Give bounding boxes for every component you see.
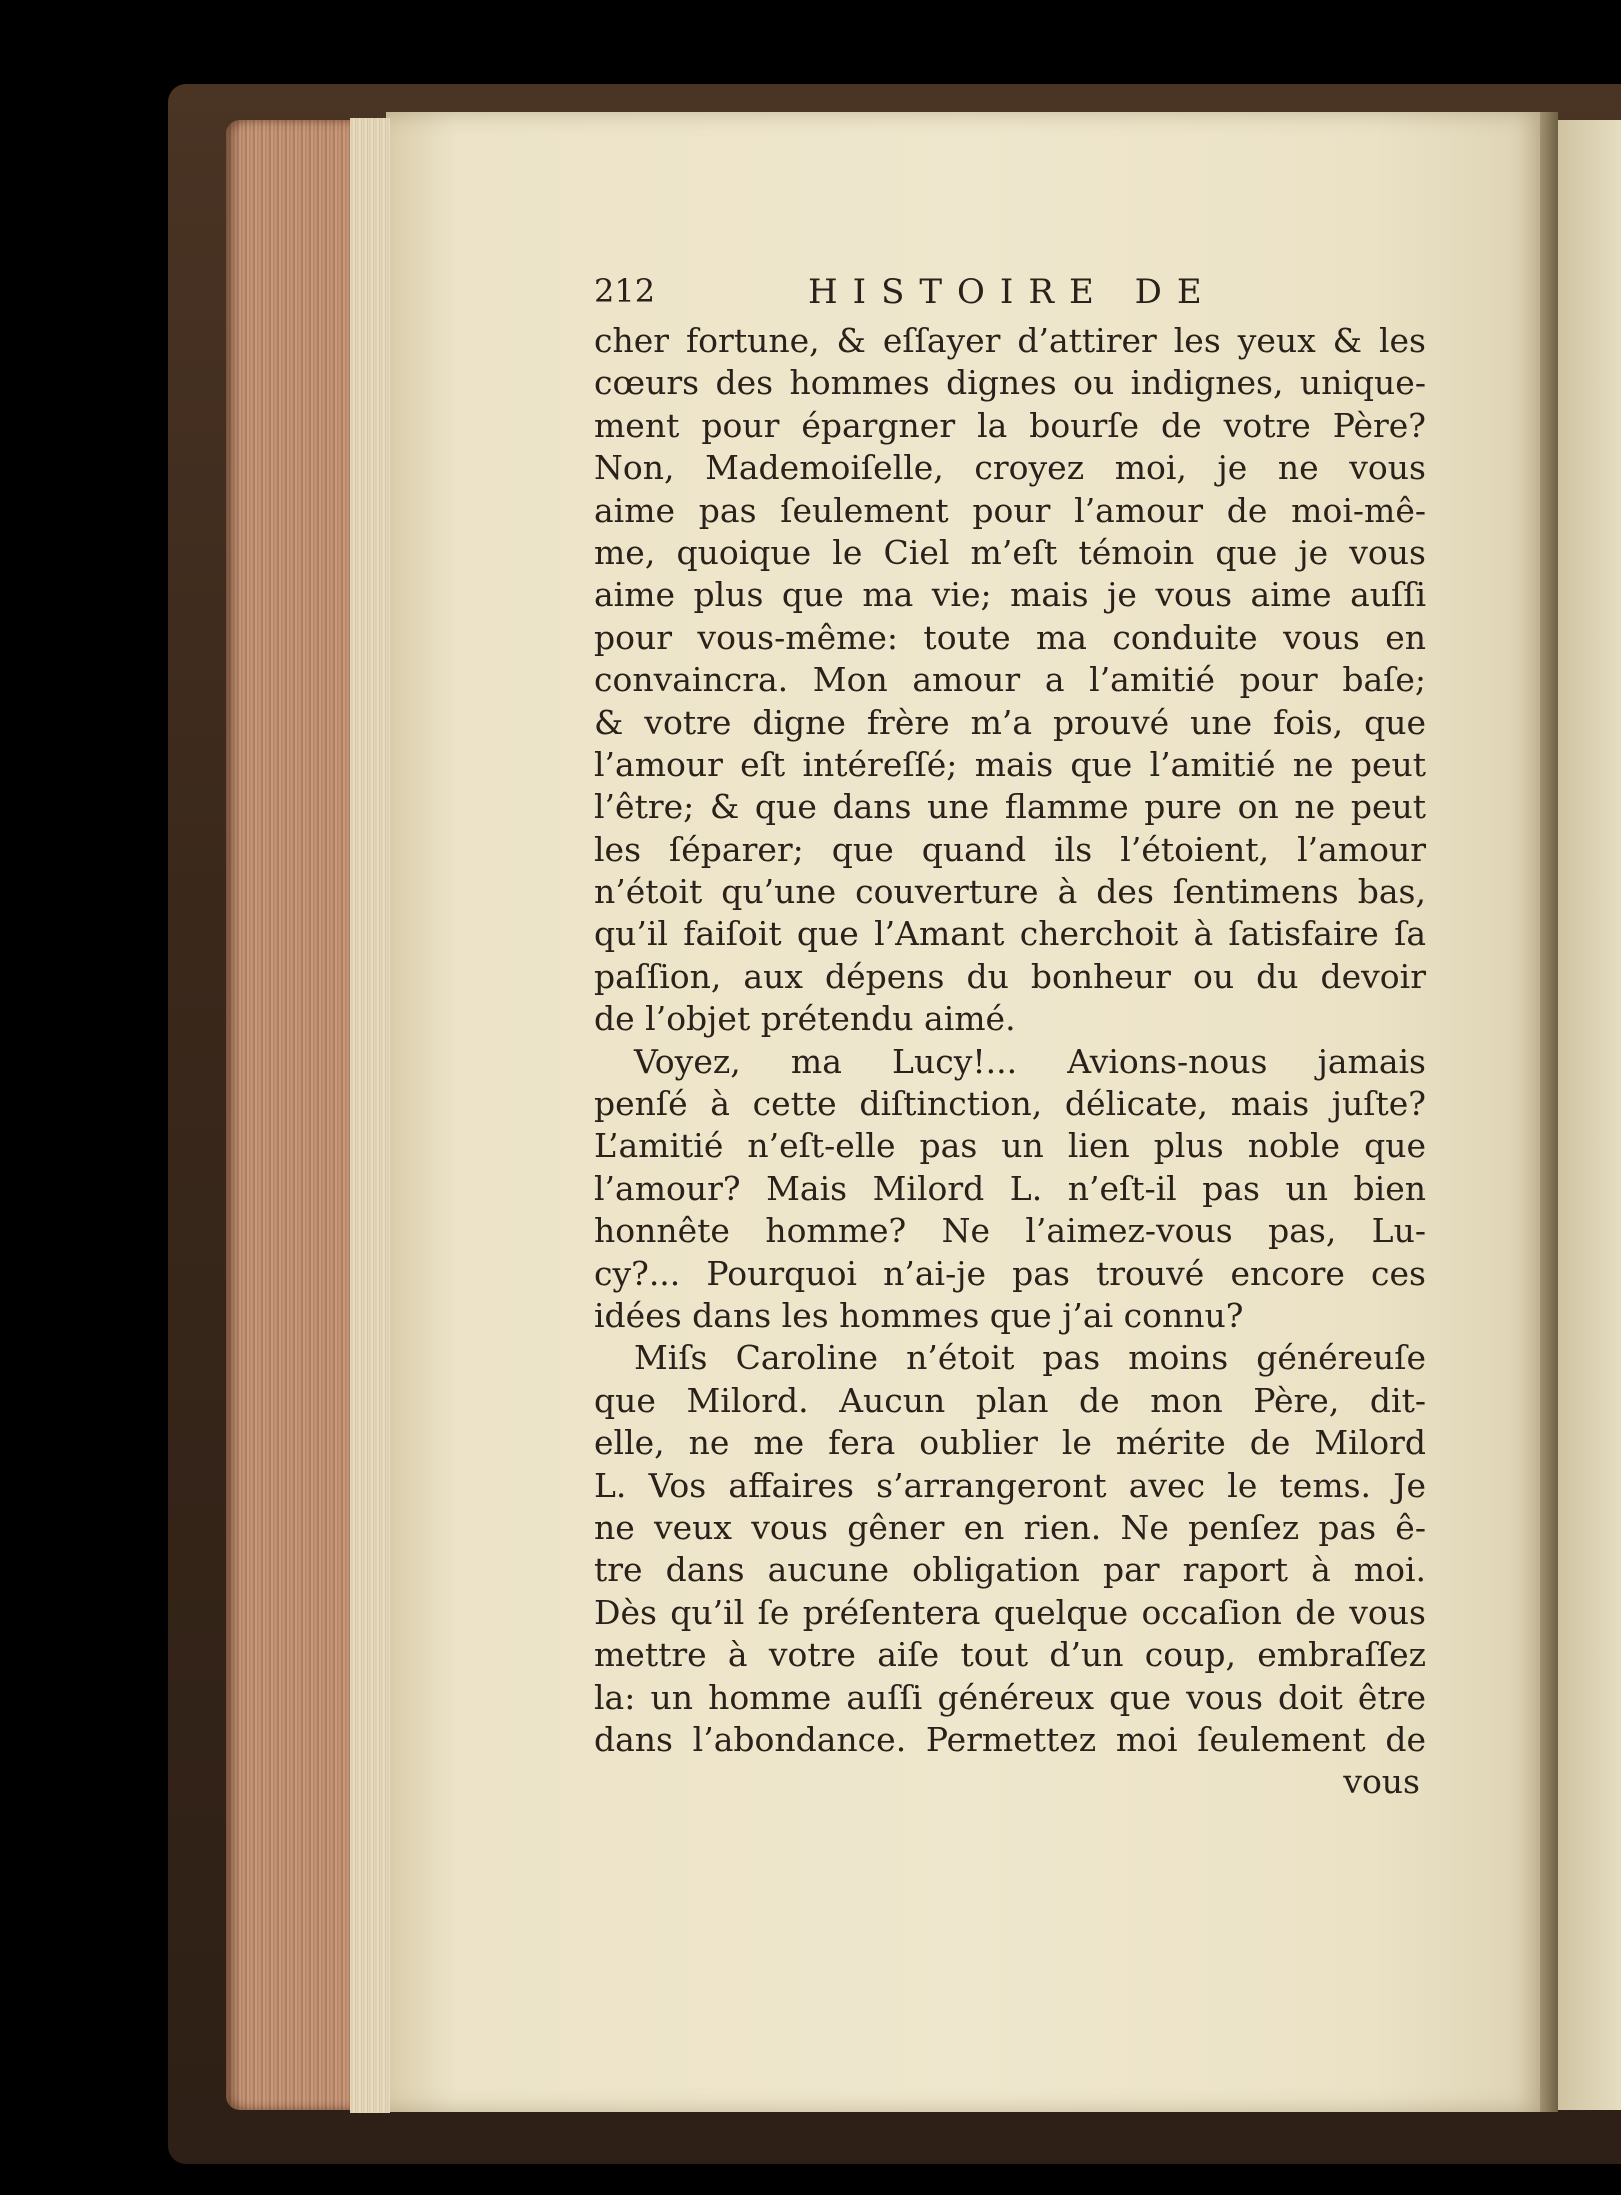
page-fore-edge <box>350 118 390 2113</box>
text-line: aime plus que ma vie; mais je vous aime auſſi <box>594 575 1426 615</box>
text-line: ne veux vous gêner en rien. Ne penſez pas ê- <box>594 1507 1426 1547</box>
text-line: mettre à votre aiſe tout d’un coup, embraſſez <box>594 1635 1426 1675</box>
page-text <box>594 272 1426 1803</box>
running-head <box>594 272 1426 320</box>
text-line: l’amour? Mais Milord L. n’eſt-il pas un bien <box>594 1168 1426 1208</box>
facing-page <box>1558 120 1621 2110</box>
text-line: que Milord. Aucun plan de mon Père, dit- <box>594 1380 1426 1420</box>
text-line: Non, Mademoiſelle, croyez moi, je ne vous <box>594 448 1426 488</box>
text-line: de l’objet prétendu aimé. <box>594 999 1016 1039</box>
text-line: Miſs Caroline n’étoit pas moins généreuſe <box>634 1338 1426 1378</box>
text-line: convaincra. Mon amour a l’amitié pour baſe; <box>594 660 1426 700</box>
text-line: & votre digne frère m’a prouvé une fois, que <box>594 702 1426 742</box>
running-title: HISTOIRE DE <box>808 272 1217 312</box>
text-line: penſé à cette diſtinction, délicate, mais juſte? <box>594 1084 1426 1124</box>
text-line: l’être; & que dans une flamme pure on ne peut <box>594 787 1426 827</box>
text-line: aime pas ſeulement pour l’amour de moi-mê- <box>594 490 1426 530</box>
text-line: Voyez, ma Lucy!... Avions-nous jamais <box>634 1041 1426 1081</box>
text-line: cy?... Pourquoi n’ai-je pas trouvé encore ces <box>594 1253 1426 1293</box>
text-line: tre dans aucune obligation par raport à moi. <box>594 1550 1426 1590</box>
text-line: paſſion, aux dépens du bonheur ou du devoir <box>594 956 1426 996</box>
text-line: L’amitié n’eſt-elle pas un lien plus noble que <box>594 1126 1426 1166</box>
text-line: ment pour épargner la bourſe de votre Père? <box>594 405 1426 445</box>
text-line: la: un homme auſſi généreux que vous doit être <box>594 1677 1426 1717</box>
text-line: cher fortune, & eſſayer d’attirer les yeux & les <box>594 321 1426 360</box>
text-line: qu’il faiſoit que l’Amant cherchoit à ſatisfaire ſa <box>594 914 1426 954</box>
page-number: 212 <box>594 272 656 310</box>
text-line: idées dans les hommes que j’ai connu? <box>594 1295 1244 1335</box>
text-line: dans l’abondance. Permettez moi ſeulement de <box>594 1719 1426 1759</box>
text-line: n’étoit qu’une couverture à des ſentimens bas, <box>594 872 1426 912</box>
text-line: me, quoique le Ciel m’eſt témoin que je vous <box>594 532 1426 572</box>
book-gutter <box>1540 112 1558 2112</box>
text-line: L. Vos affaires s’arrangeront avec le tems. Je <box>594 1465 1426 1505</box>
text-line: l’amour eſt intéreſſé; mais que l’amitié ne peut <box>594 744 1426 784</box>
text-line: Dès qu’il ſe préſentera quelque occaſion de vous <box>594 1592 1426 1632</box>
text-line: cœurs des hommes dignes ou indignes, unique- <box>594 363 1426 403</box>
text-line: les ſéparer; que quand ils l’étoient, l’amour <box>594 829 1426 869</box>
text-line: elle, ne me fera oublier le mérite de Milord <box>594 1423 1426 1463</box>
catchword: vous <box>1343 1762 1420 1802</box>
text-line: pour vous-même: toute ma conduite vous en <box>594 617 1426 657</box>
text-line: honnête homme? Ne l’aimez-vous pas, Lu- <box>594 1211 1426 1251</box>
